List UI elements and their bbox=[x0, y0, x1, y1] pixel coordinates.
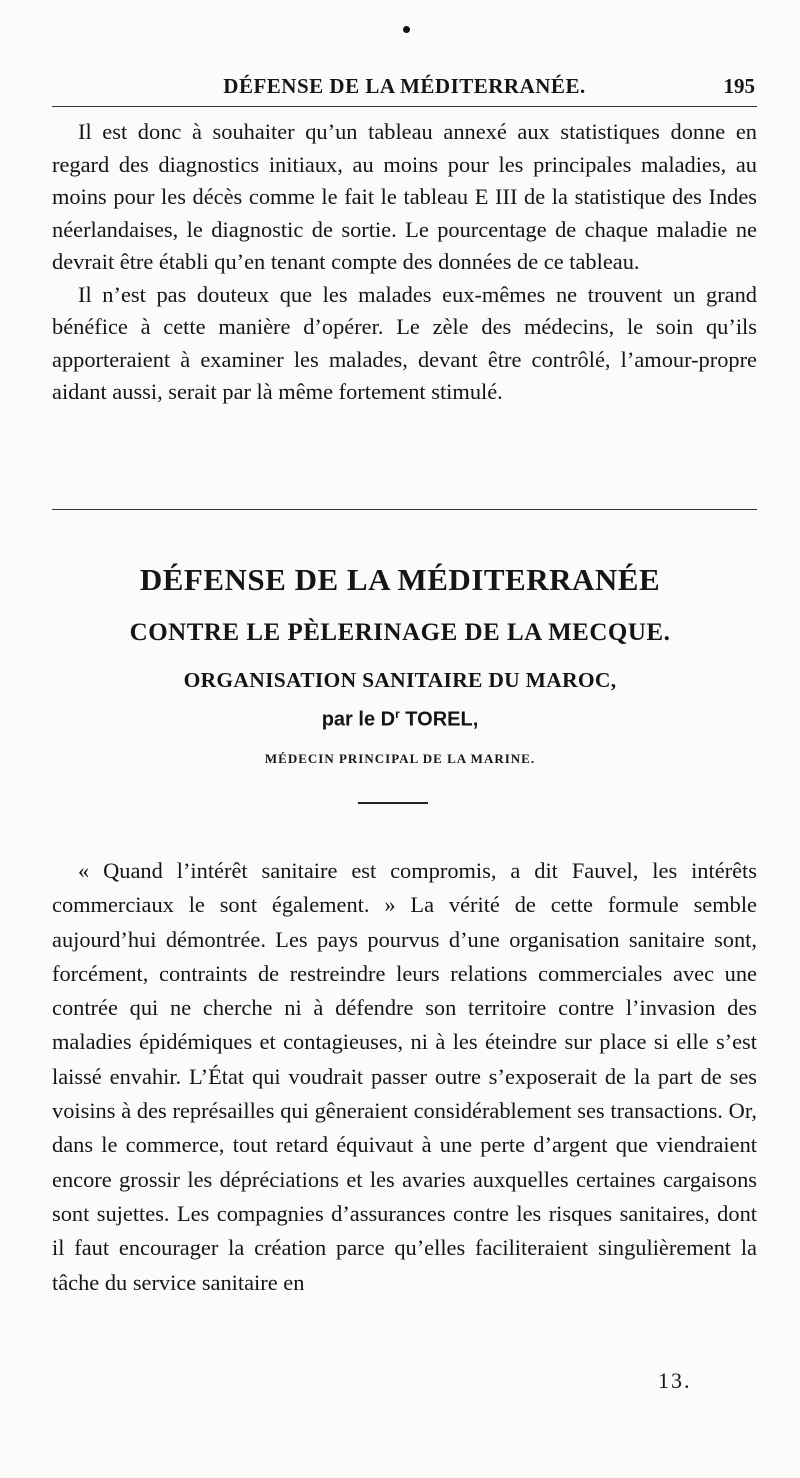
author-prefix: par le D bbox=[321, 708, 396, 731]
author-line bbox=[0, 707, 800, 732]
section-divider bbox=[52, 509, 757, 510]
paragraph: « Quand l’intérêt sanitaire est compromis, a dit Fauvel, les intérêts commerciaux le sont également. » La vérité de cette formule semble aujourd’hui démontrée. Les pays pourvus d’une organisation sanitaire sont, forcément, contraints de restreindre leurs relations commerciales avec une contrée qui ne cherche ni à défendre son territoire contre l’invasion des maladies épidémiques et contagieuses, ni à les éteindre sur place si elle s’est laissé envahir. L’État qui voudrait passer outre s’exposerait de la part de ses voisins à des représailles qui gêneraient considérablement ses transactions. Or, dans le commerce, tout retard équivaut à une perte d’argent que viendraient encore grossir les dépréciations et les avaries auxquelles certaines cargaisons sont sujettes. Les compagnies d’assurances contre les risques sanitaires, dont il faut encourager la création parce qu’elles faciliteraient singulièrement la tâche du service sanitaire en bbox=[52, 858, 757, 1295]
article-subtitle-2: ORGANISATION SANITAIRE DU MAROC, bbox=[183, 668, 617, 692]
short-divider bbox=[358, 802, 428, 804]
page-number: 195 bbox=[723, 74, 755, 98]
author-sup: r bbox=[395, 707, 400, 721]
paragraph: Il est donc à souhaiter qu’un tableau annexé aux statistiques donne en regard des diagnostics initiaux, au moins pour les principales maladies, au moins pour les décès comme le fait le tableau E III de la statistique des Indes néerlandaises, le diagnostic de sortie. Le pourcentage de chaque maladie ne devrait être établi qu’en tenant compte des données de ce tableau. bbox=[52, 119, 757, 274]
signature-mark: 13. bbox=[658, 1368, 692, 1393]
author-role: MÉDECIN PRINCIPAL DE LA MARINE. bbox=[264, 751, 536, 766]
running-title: DÉFENSE DE LA MÉDITERRANÉE. bbox=[223, 74, 586, 98]
article-body bbox=[52, 854, 757, 1300]
article-subtitle: CONTRE LE PÈLERINAGE DE LA MECQUE. bbox=[129, 619, 671, 646]
running-header bbox=[52, 72, 757, 107]
section-1-text bbox=[52, 116, 757, 409]
paragraph: Il n’est pas douteux que les malades eux-mêmes ne trouvent un grand bénéfice à cette manière d’opérer. Le zèle des médecins, le soin qu’ils apporteraient à examiner les malades, devant être contrôlé, l’amour-propre aidant aussi, serait par là même fortement stimulé. bbox=[52, 281, 757, 404]
author-name: TOREL, bbox=[399, 708, 479, 731]
ink-dot bbox=[403, 26, 410, 33]
article-title: DÉFENSE DE LA MÉDITERRANÉE bbox=[139, 562, 661, 597]
